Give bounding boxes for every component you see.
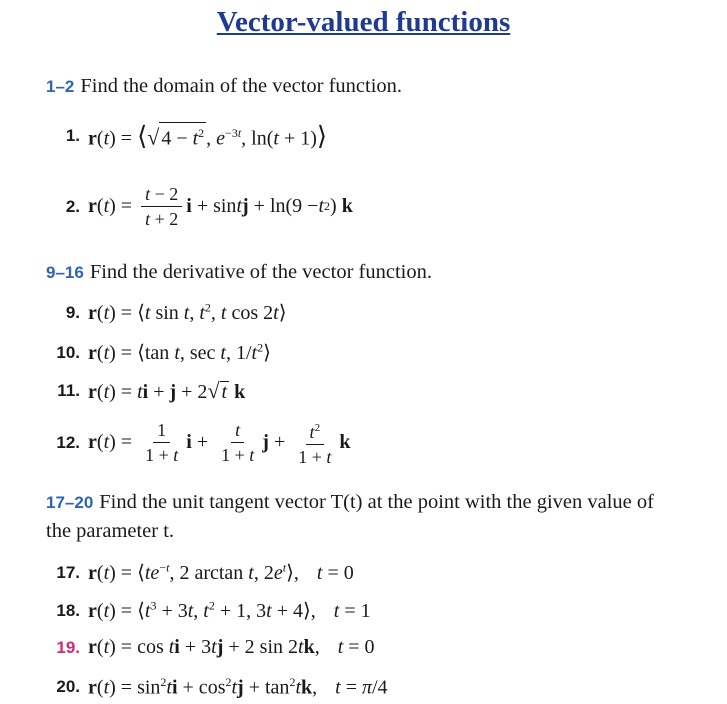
section-1-2 (46, 72, 402, 101)
fraction: $\frac{t - 2}{t + 2}$ (141, 184, 182, 229)
problem-20 (46, 675, 388, 700)
problem-17-expression: $r(t) = ⟨te^{-t}$, 2 arctan t, $2e^t⟩$, t = 0 (88, 560, 354, 584)
problem-12-expression: r ( t ) = $\frac{1}{1 + t}$ i + $\frac{t}{1 + t}$ j + $\frac{t^2}{1 + t}$ k (88, 420, 351, 467)
problem-9-expression: r(t) = ⟨t sin t, $t^2$, t cos 2t⟩ (88, 300, 287, 324)
problem-number: 9. (65, 302, 80, 322)
problem-11 (46, 378, 245, 404)
fraction: $\frac{t^2}{1 + t}$ (294, 418, 335, 467)
problem-17 (46, 560, 354, 585)
problem-number: 11. (57, 381, 80, 400)
section-text: Find the domain of the vector function. (80, 75, 403, 97)
problem-number: 10. (56, 342, 80, 362)
problem-18 (46, 598, 371, 623)
section-17-20 (46, 488, 666, 545)
section-text: Find the derivative of the vector function. (89, 261, 432, 283)
problem-number: 12. (56, 432, 80, 452)
problem-2 (46, 184, 353, 229)
section-range: 9–16 (46, 263, 84, 282)
problem-10-expression: r(t) = ⟨tan t, sec t, $1/t^2⟩$ (88, 340, 271, 364)
problem-20-expression: $r(t) = \sin^2ti + \cos^2tj + \tan^2tk$, t = π/4 (88, 675, 388, 699)
problem-1-expression: r(t) = ⟨√ $4 - t^2$ , $e^{-3t}$, ln(t + 1)⟩ (88, 121, 328, 151)
section-text: Find the unit tangent vector T(t) at the point with the given value of the parameter t. (46, 491, 654, 542)
problem-18-expression: $r(t) = ⟨t^3 + 3t$, $t^2 + 1$, 3t + 4⟩, t = 1 (88, 598, 371, 622)
problem-9 (46, 300, 287, 325)
problem-number: 18. (56, 600, 80, 620)
problem-number: 20. (56, 677, 80, 697)
section-range: 17–20 (46, 493, 94, 512)
problem-number: 19. (56, 637, 80, 657)
problem-12 (46, 418, 351, 467)
fraction: $\frac{t}{1 + t}$ (221, 420, 255, 465)
section-range: 1–2 (46, 77, 75, 96)
problem-1 (46, 122, 327, 151)
page-title: Vector-valued functions (216, 6, 511, 38)
problem-11-expression: r(t) = ti + j + 2√ t k (88, 378, 246, 403)
problem-19-expression: r(t) = cos ti + 3tj + 2 sin 2tk, t = 0 (88, 636, 375, 658)
fraction: $\frac{1}{1 + t}$ (145, 420, 179, 465)
problem-number: 1. (65, 126, 80, 146)
problem-number: 2. (65, 196, 80, 216)
problem-19 (46, 636, 375, 659)
problem-10 (46, 340, 271, 365)
problem-number: 17. (56, 562, 80, 582)
problem-2-expression: r ( t ) = $\frac{t - 2}{t + 2}$ i + sin t j + ln(9 − t 2 ) k (88, 184, 353, 229)
section-9-16 (46, 258, 432, 287)
